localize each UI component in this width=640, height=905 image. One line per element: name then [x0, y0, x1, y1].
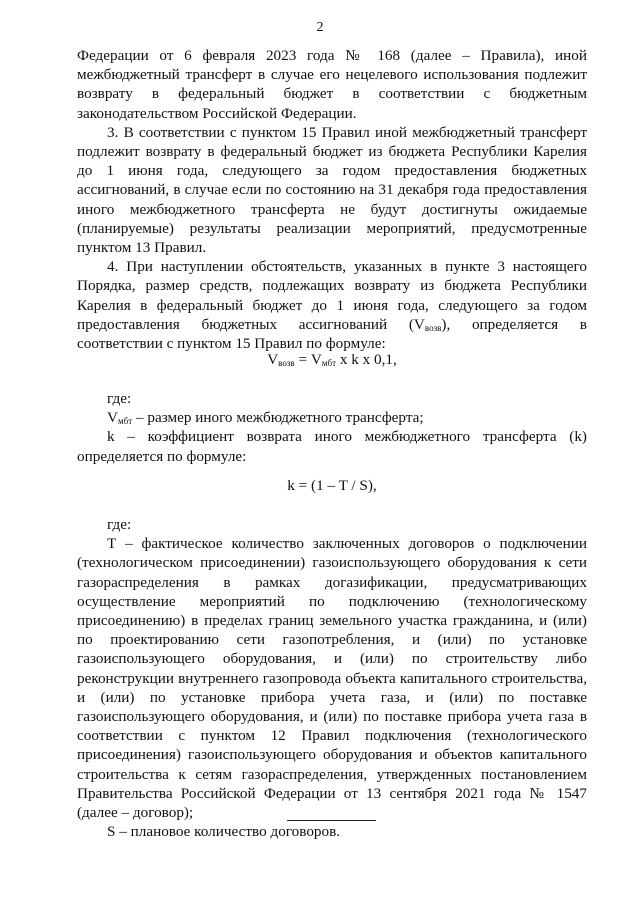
formula-block-1 — [77, 350, 587, 369]
definitions-1 — [77, 389, 587, 466]
paragraph-intro: Федерации от 6 февраля 2023 года № 168 (далее – Правила), иной межбюджетный трансферт в случае его нецелевого использования подлежит возврату в федеральный бюджет в соответствии с бюджетным законодательством Российской Федерации. — [77, 47, 587, 122]
definition-s: S – плановое количество договоров. — [107, 823, 341, 841]
paragraph-4: 4. При наступлении обстоятельств, указанных в пункте 3 настоящего Порядка, размер средств, подлежащих возврату из бюджета Республики Карелия в федеральный бюджет до 1 июня года, следующего за годом предоставления бюджетных ассигнований $(V_{возв})$, определяется в соответствии с пунктом 15 Правил по формуле: — [77, 258, 587, 353]
definition-k: k – коэффициент возврата иного межбюджетного трансферта (k) определяется по формуле: — [77, 428, 587, 465]
where-label-2: где: — [107, 516, 132, 533]
definitions-2 — [77, 515, 587, 841]
where-label-1: где: — [107, 390, 132, 407]
formula-v-return: $V_{возв} = V_{мбт}$ x k x 0,1, — [267, 351, 397, 368]
paragraph-3: 3. В соответствии с пунктом 15 Правил иной межбюджетный трансферт подлежит возврату в федеральный бюджет из бюджета Республики Карелия до 1 июня года, следующего за годом предоставления бюджетных ассигнований, в случае если по состоянию на 31 декабря года предоставления иного межбюджетного трансферта не будут достигнуты ожидаемые (планируемые) результаты реализации мероприятий, предусмотренные пунктом 13 Правил. — [77, 123, 587, 257]
formula-k: k = (1 – T / S), — [287, 477, 377, 494]
definition-vmbt: $V_{мбт}$ – размер иного межбюджетного трансферта; — [107, 409, 424, 427]
end-rule — [287, 820, 376, 821]
page-number: 2 — [316, 20, 324, 35]
formula-block-2 — [77, 476, 587, 495]
definition-t: Т – фактическое количество заключенных договоров о подключении (технологическом присоединении) газоиспользующего оборудования к сети газораспределения в рамках догазификации, предусматривающих осуществление мероприятий по подключению (технологическому присоединению) в пределах границ земельного участка гражданина, и (или) по проектированию сети газопотребления, и (или) по установке газоиспользующего оборудования, и (или) по строительству либо реконструкции внутреннего газопровода объекта капитального строительства, и (или) по установке прибора учета газа, и (или) по поставке газоиспользующего оборудования, и (или) по поставке прибора учета газа в соответствии с пунктом 12 Правил подключения (технологического присоединения) газоиспользующего оборудования и объектов капитального строительства к сетям газораспределения, утвержденных постановлением Правительства Российской Федерации от 13 сентября 2021 года № 1547 (далее – договор); — [77, 535, 587, 822]
document-body — [77, 46, 587, 353]
